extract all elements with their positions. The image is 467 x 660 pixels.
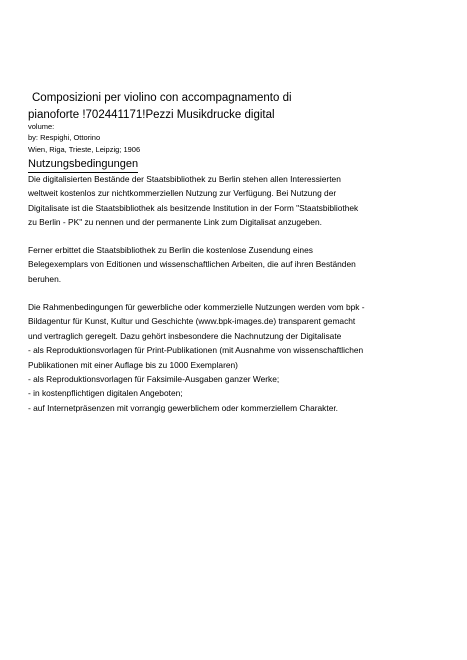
document-title-line-1: Composizioni per violino con accompagnamento di bbox=[32, 92, 292, 104]
paragraph-line: Ferner erbittet die Staatsbibliothek zu Berlin die kostenlose Zusendung eines bbox=[28, 245, 313, 255]
paragraph-line: und vertraglich geregelt. Dazu gehört insbesondere die Nachnutzung der Digitalisate bbox=[28, 330, 342, 341]
paragraph-line: zu Berlin - PK" zu nennen und der permanente Link zum Digitalisat anzugeben. bbox=[28, 217, 322, 228]
paragraph-line: - auf Internetpräsenzen mit vorrangig gewerblichem oder kommerziellem Charakter. bbox=[28, 402, 339, 413]
paragraph-line: - als Reproduktionsvorlagen für Print-Publikationen (mit Ausnahme von wissenschaftlichen bbox=[28, 345, 364, 356]
paragraph-line: Die digitalisierten Bestände der Staatsbibliothek zu Berlin stehen allen Interessierten bbox=[28, 174, 341, 184]
paragraph-line: Die Rahmenbedingungen für gewerbliche oder kommerzielle Nutzungen werden vom bpk - bbox=[28, 302, 365, 312]
terms-paragraph-1 bbox=[28, 172, 438, 230]
imprint-line: Wien, Riga, Trieste, Leipzig; 1906 bbox=[28, 145, 141, 154]
paragraph-line: Digitalisate ist die Staatsbibliothek als besitzende Institution in der Form "Staatsbibliothek bbox=[28, 202, 359, 213]
terms-heading: Nutzungsbedingungen bbox=[28, 157, 138, 173]
paragraph-line: Bildagentur für Kunst, Kultur und Geschichte (www.bpk-images.de) transparent gemacht bbox=[28, 316, 356, 327]
terms-paragraph-3 bbox=[28, 300, 438, 415]
author-line: by: Respighi, Ottorino bbox=[28, 133, 101, 142]
paragraph-line: weltweit kostenlos zur nichtkommerziellen Nutzung zur Verfügung. Bei Nutzung der bbox=[28, 188, 337, 199]
paragraph-line: beruhen. bbox=[28, 273, 62, 284]
paragraph-line: Belegexemplars von Editionen und wissenschaftlichen Arbeiten, die auf ihren Beständen bbox=[28, 259, 356, 270]
paragraph-line: - als Reproduktionsvorlagen für Faksimile-Ausgaben ganzer Werke; bbox=[28, 374, 280, 385]
document-title bbox=[28, 90, 448, 124]
document-title-line-2: pianoforte !702441171!Pezzi Musikdrucke digital bbox=[28, 109, 275, 121]
terms-paragraph-2 bbox=[28, 243, 438, 286]
paragraph-line: - in kostenpflichtigen digitalen Angeboten; bbox=[28, 388, 183, 399]
volume-label: volume: bbox=[28, 122, 55, 131]
paragraph-line: Publikationen mit einer Auflage bis zu 1000 Exemplaren) bbox=[28, 359, 238, 370]
